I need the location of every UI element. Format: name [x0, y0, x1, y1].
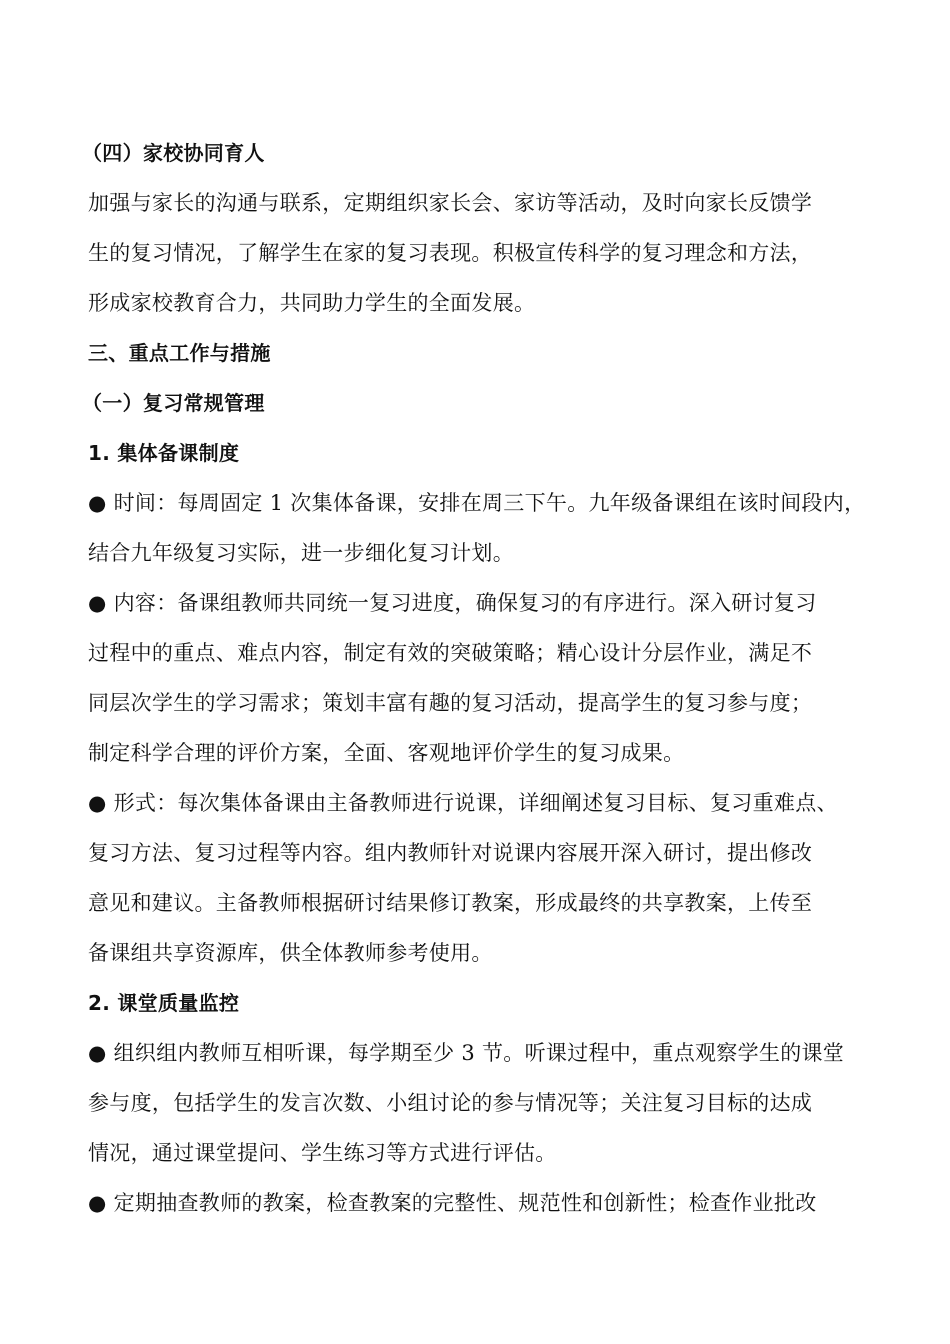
item-heading-collective-lesson-prep: 1. 集体备课制度 [88, 441, 240, 465]
bullet-form-line: 复习方法、复习过程等内容。组内教师针对说课内容展开深入研讨，提出修改 [88, 841, 813, 865]
bullet-form-line: 意见和建议。主备教师根据研讨结果修订教案，形成最终的共享教案，上传至 [88, 891, 813, 915]
paragraph-line: 加强与家长的沟通与联系，定期组织家长会、家访等活动，及时向家长反馈学 [88, 191, 813, 215]
document-page [82, 128, 888, 1228]
bullet-observe-line: 参与度，包括学生的发言次数、小组讨论的参与情况等；关注复习目标的达成 [88, 1091, 813, 1115]
bullet-time-line: ● 时间：每周固定 1 次集体备课，安排在周三下午。九年级备课组在该时间段内， [88, 491, 866, 515]
bullet-content-line: 过程中的重点、难点内容，制定有效的突破策略；精心设计分层作业，满足不 [88, 641, 813, 665]
bullet-observe-line: ● 组织组内教师互相听课，每学期至少 3 节。听课过程中，重点观察学生的课堂 [88, 1041, 845, 1065]
part-heading-key-work: 三、重点工作与措施 [88, 341, 271, 365]
bullet-form-line: ● 形式：每次集体备课由主备教师进行说课，详细阐述复习目标、复习重难点、 [88, 791, 838, 815]
section-heading-review-management: （一）复习常规管理 [82, 391, 265, 415]
bullet-content-line: 同层次学生的学习需求；策划丰富有趣的复习活动，提高学生的复习参与度； [88, 691, 813, 715]
bullet-check-line: ● 定期抽查教师的教案，检查教案的完整性、规范性和创新性；检查作业批改 [88, 1191, 817, 1215]
section-heading-home-school: （四）家校协同育人 [82, 141, 265, 165]
paragraph-line: 形成家校教育合力，共同助力学生的全面发展。 [88, 291, 536, 315]
bullet-content-line: ● 内容：备课组教师共同统一复习进度，确保复习的有序进行。深入研讨复习 [88, 591, 817, 615]
bullet-content-line: 制定科学合理的评价方案，全面、客观地评价学生的复习成果。 [88, 741, 685, 765]
bullet-form-line: 备课组共享资源库，供全体教师参考使用。 [88, 941, 493, 965]
paragraph-line: 生的复习情况，了解学生在家的复习表现。积极宣传科学的复习理念和方法， [88, 241, 813, 265]
item-heading-classroom-quality: 2. 课堂质量监控 [88, 991, 240, 1015]
bullet-time-line: 结合九年级复习实际，进一步细化复习计划。 [88, 541, 514, 565]
bullet-observe-line: 情况，通过课堂提问、学生练习等方式进行评估。 [88, 1141, 557, 1165]
